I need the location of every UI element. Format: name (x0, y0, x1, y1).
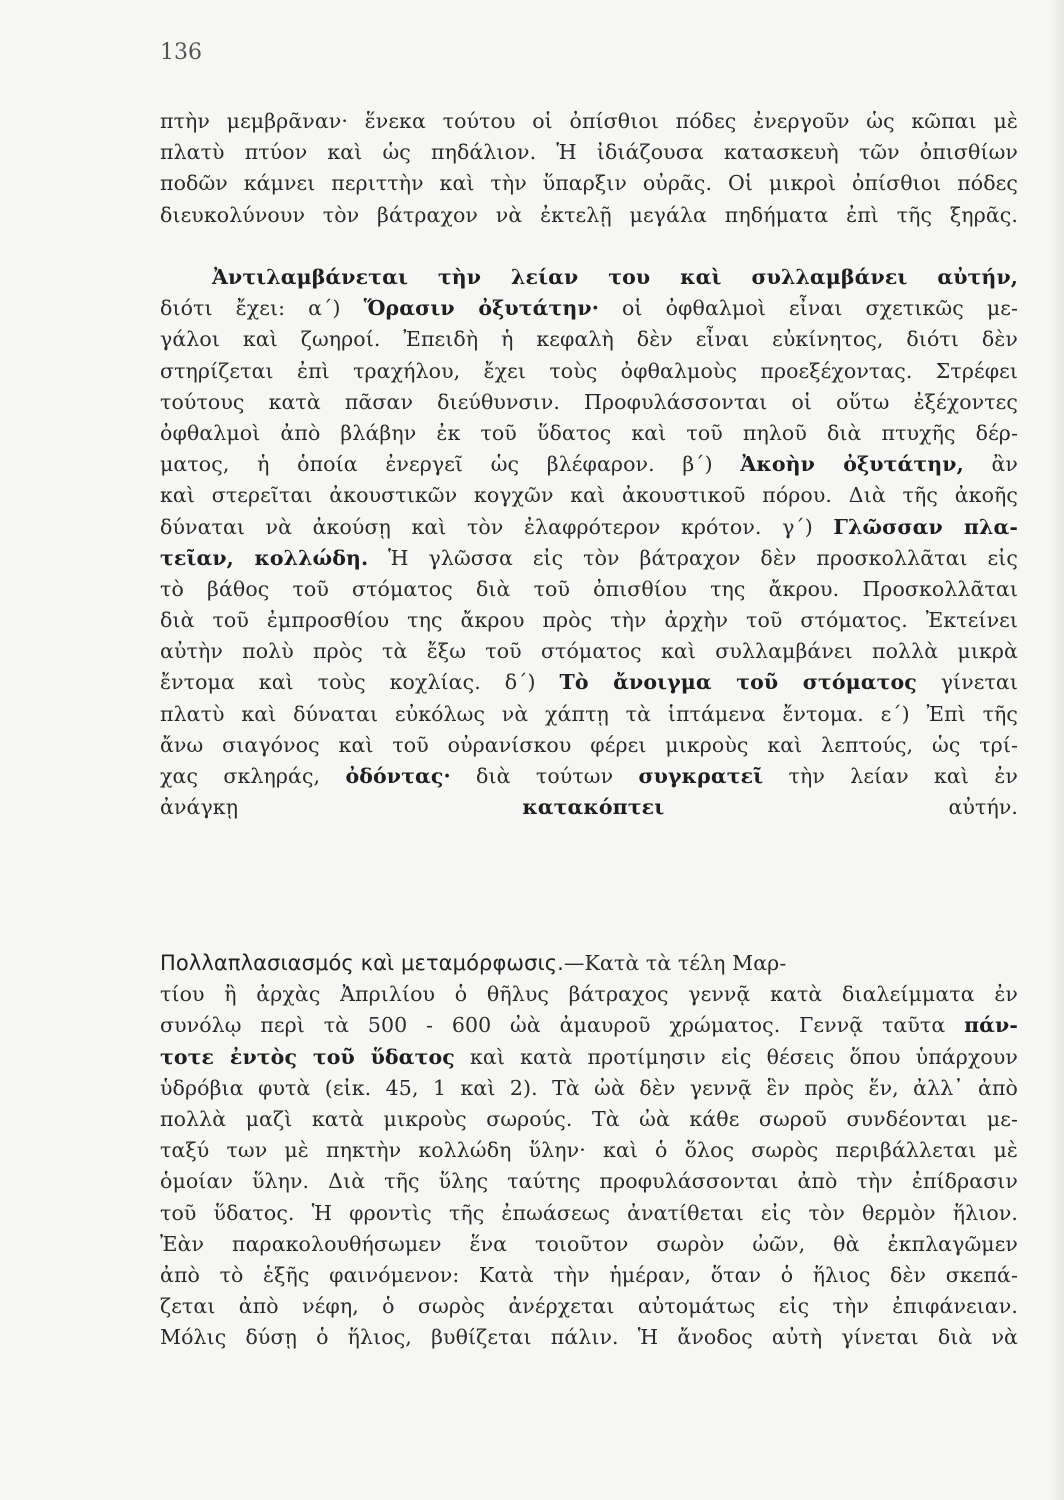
text-line (160, 200, 1018, 231)
text-run: ὁμοίαν ὕλην. Διὰ τῆς ὕλης ταύτης προφυλάσσονται ἀπὸ τὴν ἐπίδρασιν (160, 1169, 1018, 1194)
text-run: πολλὰ μαζὶ κατὰ μικροὺς σωρούς. Τὰ ὠὰ κάθε σωροῦ συνδέονται με- (160, 1106, 1018, 1131)
bold-term: τοτε ἐντὸς τοῦ ὕδατος (160, 1044, 455, 1069)
text-run: πλατὺ πτύον καὶ ὡς πηδάλιον. Ἡ ἰδιάζουσα κατασκευὴ τῶν ὀπισθίων (160, 140, 1018, 165)
text-run: διὰ τοῦ ἐμπροσθίου της ἄκρου πρὸς τὴν ἀρχὴν τοῦ στόματος. Ἐκτείνει (160, 608, 1018, 633)
text-run: ἂν (963, 452, 1018, 477)
text-run: οἱ ὀφθαλμοὶ εἶναι σχετικῶς με- (598, 296, 1018, 321)
text-run: τὴν λείαν καὶ ἐν (763, 764, 1018, 788)
text-line (160, 1042, 1018, 1073)
text-line (160, 948, 1018, 979)
text-run: αὐτήν. (664, 795, 1018, 820)
text-run: πλατὺ καὶ δύναται εὐκόλως νὰ χάπτῃ τὰ ἱπτάμενα ἔντομα. ε΄) Ἐπὶ τῆς (160, 701, 1018, 726)
text-line (160, 356, 1018, 387)
text-run: ματος, ἡ ὁποία ἐνεργεῖ ὡς βλέφαρον. β΄) (160, 452, 741, 477)
text-run: ταξύ των μὲ πηκτὴν κολλώδη ὕλην· καὶ ὁ ὅλος σωρὸς περιβάλλεται μὲ (160, 1138, 1018, 1163)
page-edge-shadow (1050, 0, 1064, 1500)
text-line (160, 1322, 1018, 1353)
text-run: τούτους κατὰ πᾶσαν διεύθυνσιν. Προφυλάσσονται οἱ οὕτω ἐξέχοντες (160, 389, 1018, 414)
bold-term: Γλῶσσαν πλα- (833, 514, 1018, 539)
text-line (160, 324, 1018, 355)
text-run: διότι ἔχει: α΄) (160, 296, 364, 321)
text-run: Μόλις δύσῃ ὁ ἥλιος, βυθίζεται πάλιν. Ἡ ἄνοδος αὐτὴ γίνεται διὰ νὰ (160, 1325, 1018, 1350)
bold-term: πάν- (964, 1013, 1018, 1038)
bold-term: ὀδόντας· (345, 764, 451, 788)
paragraph-1 (160, 106, 1018, 231)
text-run: αὐτὴν πολὺ πρὸς τὰ ἔξω τοῦ στόματος καὶ συλλαμβάνει πολλὰ μικρὰ (160, 639, 1018, 664)
text-run: στηρίζεται ἐπὶ τραχήλου, ἔχει τοὺς ὀφθαλμοὺς προεξέχοντας. Στρέφει (160, 358, 1018, 383)
text-line (160, 1166, 1018, 1197)
text-run: γίνεται (916, 670, 1019, 695)
text-line (160, 168, 1018, 199)
text-run: ἀπὸ τὸ ἑξῆς φαινόμενον: Κατὰ τὴν ἡμέραν, ὅταν ὁ ἥλιος δὲν σκεπά- (160, 1262, 1018, 1287)
text-line (160, 1260, 1018, 1291)
text-run: καὶ κατὰ προτίμησιν εἰς θέσεις ὅπου ὑπάρχουν (454, 1044, 1018, 1069)
text-run: ἄνω σιαγόνος καὶ τοῦ οὐρανίσκου φέρει μικροὺς καὶ λεπτούς, ὡς τρί- (160, 732, 1018, 757)
text-line (160, 512, 1018, 543)
paragraph-2 (160, 262, 1018, 823)
text-line (160, 761, 1018, 792)
page-number: 136 (160, 40, 202, 65)
bold-term: Ἀντιλαμβάνεται τὴν λείαν του καὶ συλλαμβάνει αὐτήν, (212, 265, 1018, 289)
text-run: διευκολύνουν τὸν βάτραχον νὰ ἐκτελῇ μεγάλα πηδήματα ἐπὶ τῆς ξηρᾶς. (160, 202, 1018, 227)
text-line (160, 137, 1018, 168)
bold-term: Τὸ ἄνοιγμα τοῦ στόματος (559, 670, 917, 695)
text-run: ἔντομα καὶ τοὺς κοχλίας. δ΄) (160, 670, 560, 695)
bold-term: Ὅρασιν ὀξυτάτην· (363, 296, 599, 321)
text-line (160, 387, 1018, 418)
text-run: τίου ἢ ἀρχὰς Ἀπριλίου ὁ θῆλυς βάτραχος γεννᾷ κατὰ διαλείμματα ἐν (160, 982, 1018, 1007)
text-run: Ἐὰν παρακολουθήσωμεν ἕνα τοιοῦτον σωρὸν ὠῶν, θὰ ἐκπλαγῶμεν (160, 1231, 1018, 1256)
text-run: Ἡ γλῶσσα εἰς τὸν βάτραχον δὲν προσκολλᾶται εἰς (368, 545, 1019, 570)
text-run: ὀφθαλμοὶ ἀπὸ βλάβην ἐκ τοῦ ὕδατος καὶ τοῦ πηλοῦ διὰ πτυχῆς δέρ- (160, 420, 1018, 445)
text-line (160, 293, 1018, 324)
text-line (160, 1198, 1018, 1229)
text-line (160, 667, 1018, 698)
paragraph-3 (160, 948, 1018, 1353)
text-run: ἀνάγκῃ (160, 795, 523, 820)
bold-term: κατακόπτει (522, 795, 665, 820)
text-run: δύναται νὰ ἀκούσῃ καὶ τὸν ἐλαφρότερον κρότον. γ΄) (160, 514, 834, 539)
section-heading: Πολλαπλασιασμός καὶ μεταμόρφωσις. (160, 951, 564, 975)
text-run: —Κατὰ τὰ τέλη Μαρ- (563, 951, 787, 975)
text-line (160, 449, 1018, 480)
text-line (160, 699, 1018, 730)
text-line (160, 106, 1018, 137)
text-run: τοῦ ὕδατος. Ἡ φροντὶς τῆς ἐπωάσεως ἀνατίθεται εἰς τὸν θερμὸν ἥλιον. (160, 1200, 1018, 1225)
text-run: ὑδρόβια φυτὰ (εἰκ. 45, 1 καὶ 2). Τὰ ὠὰ δὲν γεννᾷ ἓν πρὸς ἕν, ἀλλ᾿ ἀπὸ (160, 1075, 1018, 1100)
text-line (160, 543, 1018, 574)
text-run: διὰ τούτων (450, 764, 639, 788)
text-line (160, 1073, 1018, 1104)
text-run: συνόλῳ περὶ τὰ 500 - 600 ὠὰ ἀμαυροῦ χρώματος. Γεννᾷ ταῦτα (160, 1013, 965, 1038)
text-line (160, 574, 1018, 605)
text-line (160, 979, 1018, 1010)
bold-term: Ἀκοὴν ὀξυτάτην, (740, 452, 964, 477)
text-line (160, 636, 1018, 667)
text-line (160, 262, 1018, 293)
text-line (160, 730, 1018, 761)
text-run: τὸ βάθος τοῦ στόματος διὰ τοῦ ὀπισθίου της ἄκρου. Προσκολλᾶται (160, 576, 1018, 601)
text-line (160, 480, 1018, 511)
text-line (160, 1104, 1018, 1135)
text-run: χας σκληράς, (160, 764, 346, 788)
text-line (160, 418, 1018, 449)
text-line (160, 605, 1018, 636)
text-line (160, 1229, 1018, 1260)
text-line (160, 1010, 1018, 1041)
text-run: ζεται ἀπὸ νέφη, ὁ σωρὸς ἀνέρχεται αὐτομάτως εἰς τὴν ἐπιφάνειαν. (160, 1294, 1018, 1319)
text-line (160, 792, 1018, 823)
text-run: γάλοι καὶ ζωηροί. Ἐπειδὴ ἡ κεφαλὴ δὲν εἶναι εὐκίνητος, διότι δὲν (160, 327, 1018, 352)
bold-term: τεῖαν, κολλώδη. (160, 545, 369, 570)
bold-term: συγκρατεῖ (638, 764, 764, 788)
text-line (160, 1291, 1018, 1322)
text-run: καὶ στερεῖται ἀκουστικῶν κογχῶν καὶ ἀκουστικοῦ πόρου. Διὰ τῆς ἀκοῆς (160, 483, 1018, 508)
text-run: ποδῶν κάμνει περιττὴν καὶ τὴν ὕπαρξιν οὐρᾶς. Οἱ μικροὶ ὀπίσθιοι πόδες (160, 171, 1018, 196)
text-run: πτὴν μεμβρᾶναν· ἕνεκα τούτου οἱ ὀπίσθιοι πόδες ἐνεργοῦν ὡς κῶπαι μὲ (160, 109, 1018, 133)
text-line (160, 1135, 1018, 1166)
